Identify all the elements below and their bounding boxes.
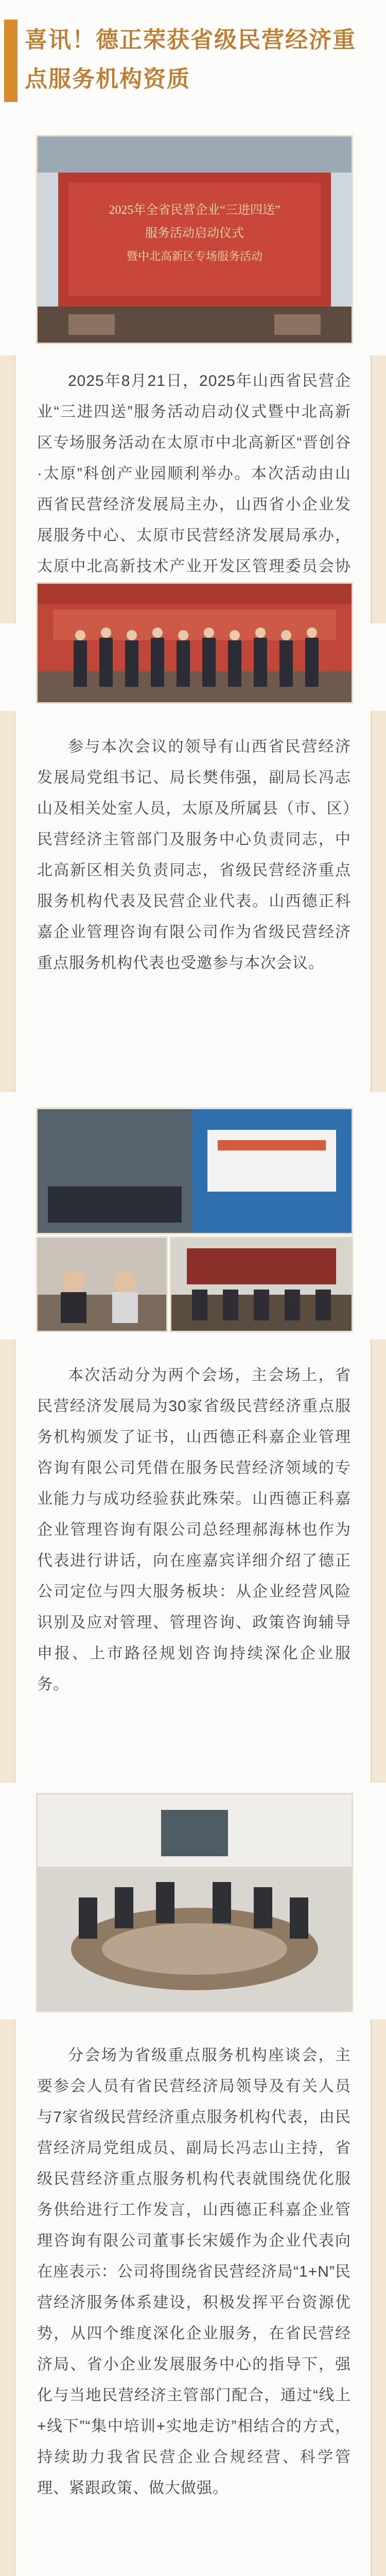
photo-group-award (36, 582, 353, 704)
side-rail (371, 711, 386, 1092)
paragraph-block-3 (0, 1340, 386, 1783)
paragraph-4: 分会场为省级重点服务机构座谈会，主要参会人员有省民营经济局领导及有关人员与7家省级民营经济重点服务机构代表，由民营经济局党组成员、副局长冯志山主持，省级民营经济重点服务机构代表就围绕优化服务供给进行工作发言，山西德正科嘉企业管理咨询有限公司董事长宋媛作为企业代表向在座表示：公司将围绕省民营经济局“1+N”民营经济服务体系建设，积极发挥平台资源优势，从四个维度深化企业服务，在省民营经济局、省小企业发展服务中心的指导下，强化与当地民营经济主管部门配合，通过“线上+线下”“集中培训+实地走访”相结合的方式，持续助力我省民营企业合规经营、科学管理、紧跟政策、做大做强。 (37, 2047, 351, 2497)
photo-collage-right (170, 1236, 353, 1332)
photo-event-banner (36, 135, 353, 344)
title-accent-bar (4, 20, 17, 102)
paragraph-3: 本次活动分为两个会场，主会场上，省民营经济发展局为30家省级民营经济重点服务机构颁发了证书，山西德正科嘉企业管理咨询有限公司凭借在服务民营经济领域的专业能力与成功经验获此殊荣。山西德正科嘉企业管理咨询有限公司总经理郝海林也作为代表进行讲话，向在座嘉宾详细介绍了德正公司定位与四大服务板块：从企业经营风险识别及应对管理、管理咨询、政策咨询辅导申报、上市路径规划咨询持续深化企业服务。 (37, 1367, 351, 1693)
side-rail (0, 2020, 15, 2576)
title-banner (0, 0, 386, 129)
paragraph-2: 参与本次会议的领导有山西省民营经济发展局党组书记、局长樊伟强，副局长冯志山及相关处室人员，太原及所属县（市、区）民营经济主管部门及服务中心负责同志，中北高新区相关负责同志，省级民营经济重点服务机构代表及民营企业代表。山西德正科嘉企业管理咨询有限公司作为省级民营经济重点服务机构代表也受邀参与本次会议。 (37, 738, 351, 972)
photo-meeting-room (36, 1793, 353, 2012)
side-rail (0, 355, 15, 623)
banner-line-2: 服务活动启动仪式 (145, 227, 244, 240)
side-rail (0, 1340, 15, 1783)
banner-line-3: 暨中北高新区专场服务活动 (126, 250, 263, 263)
paragraph-block-4 (0, 2020, 386, 2576)
side-rail (371, 1340, 386, 1783)
side-rail (371, 2020, 386, 2576)
side-rail (371, 355, 386, 623)
photo-collage-left (36, 1236, 168, 1332)
photo-collage-top (36, 1108, 353, 1234)
banner-line-1: 2025年全省民营企业“三进四送” (109, 204, 280, 217)
paragraph-1: 2025年8月21日，2025年山西省民营企业“三进四送”服务活动启动仪式暨中北高新区专场服务活动在太原市中北高新区“晋创谷·太原”科创产业园顺利举办。本次活动由山西省民营经济发展局主办，山西省小企业发展服务中心、太原市民营经济发展局承办，太原中北高新技术产业开发区管理委员会协 (37, 372, 351, 575)
paragraph-block-2 (0, 711, 386, 1092)
article-title: 喜讯！德正荣获省级民营经济重点服务机构资质 (25, 27, 356, 92)
side-rail (0, 711, 15, 1092)
